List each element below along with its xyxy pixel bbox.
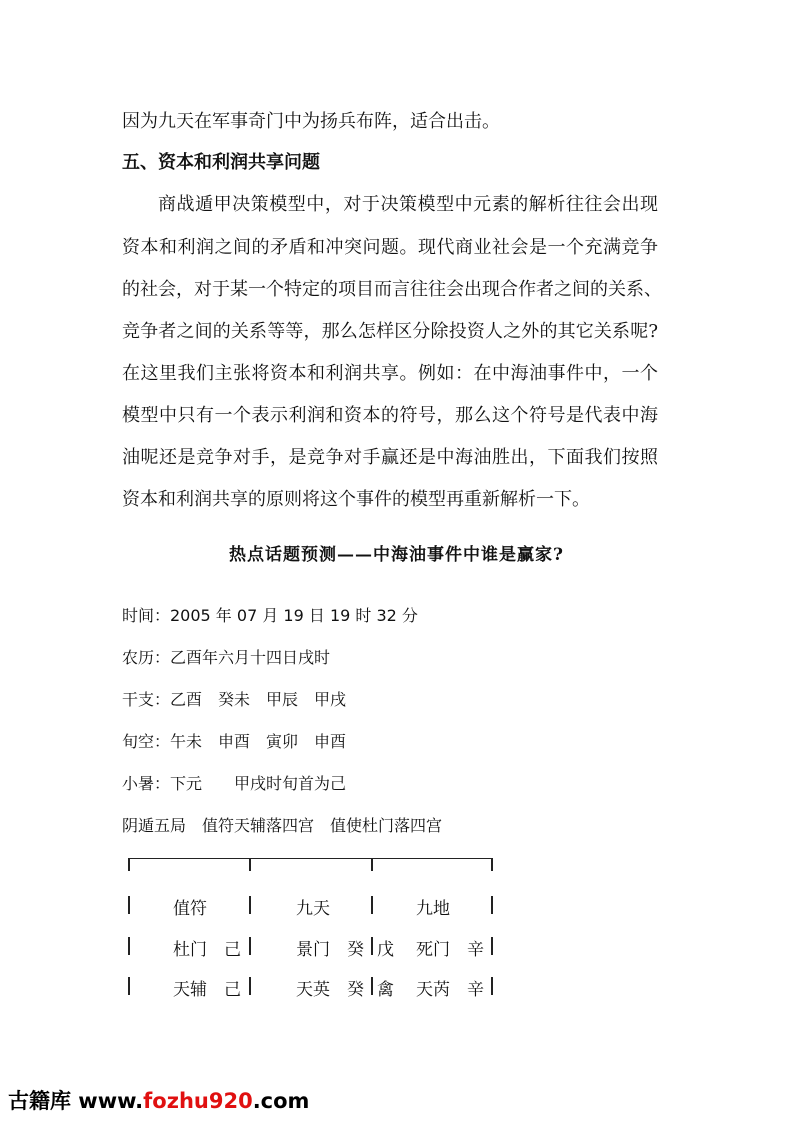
grid-cell: 九天 [296,899,330,919]
info-line: 时间：2005 年 07 月 19 日 19 时 32 分 [122,606,418,625]
grid-divider [371,896,373,914]
paragraph-line: 资本和利润共享的原则将这个事件的模型再重新解析一下。 [122,489,590,510]
article-title: 热点话题预测——中海油事件中谁是赢家? [229,545,564,565]
grid-divider [249,977,251,995]
paragraph-line: 模型中只有一个表示利润和资本的符号，那么这个符号是代表中海 [122,405,658,426]
watermark-text: 古籍库 www. [8,1089,144,1113]
grid-divider [491,896,493,914]
grid-divider [128,937,130,955]
site-watermark [8,1085,309,1115]
grid-divider [249,896,251,914]
grid-cell: 天芮 辛 [416,980,484,1000]
grid-top-border [128,858,493,871]
paragraph-line: 商战遁甲决策模型中，对于决策模型中元素的解析往往会出现 [158,194,658,215]
grid-divider [491,977,493,995]
section-heading: 五、资本和利润共享问题 [122,152,320,173]
info-line: 阴遁五局 值符天辅落四宫 值使杜门落四宫 [122,816,443,835]
grid-cell: 杜门 己 [173,940,241,960]
paragraph-line: 的社会，对于某一个特定的项目而言往往会出现合作者之间的关系、 [122,279,662,300]
paragraph-line: 在这里我们主张将资本和利润共享。例如：在中海油事件中，一个 [122,363,658,384]
paragraph-line: 竞争者之间的关系等等，那么怎样区分除投资人之外的其它关系呢? [122,321,658,342]
grid-cell: 九地 [416,899,450,919]
grid-cell: 值符 [173,899,207,919]
watermark-suffix: .com [252,1089,310,1113]
info-line: 小暑：下元 甲戌时旬首为己 [122,774,347,793]
grid-divider [371,937,373,955]
watermark-highlight: fozhu920 [143,1089,253,1113]
grid-divider [128,977,130,995]
grid-divider [249,937,251,955]
grid-cell: 景门 癸 [296,940,364,960]
grid-cell: 天辅 己 [173,980,241,1000]
grid-divider [371,977,373,995]
paragraph-top-line: 因为九天在军事奇门中为扬兵布阵，适合出击。 [122,111,500,132]
grid-divider [128,896,130,914]
paragraph-line: 油呢还是竞争对手，是竞争对手赢还是中海油胜出，下面我们按照 [122,447,658,468]
grid-divider [491,937,493,955]
grid-cell: 禽 [377,980,394,1000]
paragraph-line: 资本和利润之间的矛盾和冲突问题。现代商业社会是一个充满竞争 [122,237,658,258]
info-line: 农历：乙酉年六月十四日戌时 [122,648,331,667]
info-line: 干支：乙酉 癸未 甲辰 甲戌 [122,690,347,709]
grid-cell: 天英 癸 [296,980,364,1000]
info-line: 旬空：午未 申酉 寅卯 申酉 [122,732,347,751]
grid-cell: 死门 辛 [416,940,484,960]
grid-cell: 戊 [377,940,394,960]
